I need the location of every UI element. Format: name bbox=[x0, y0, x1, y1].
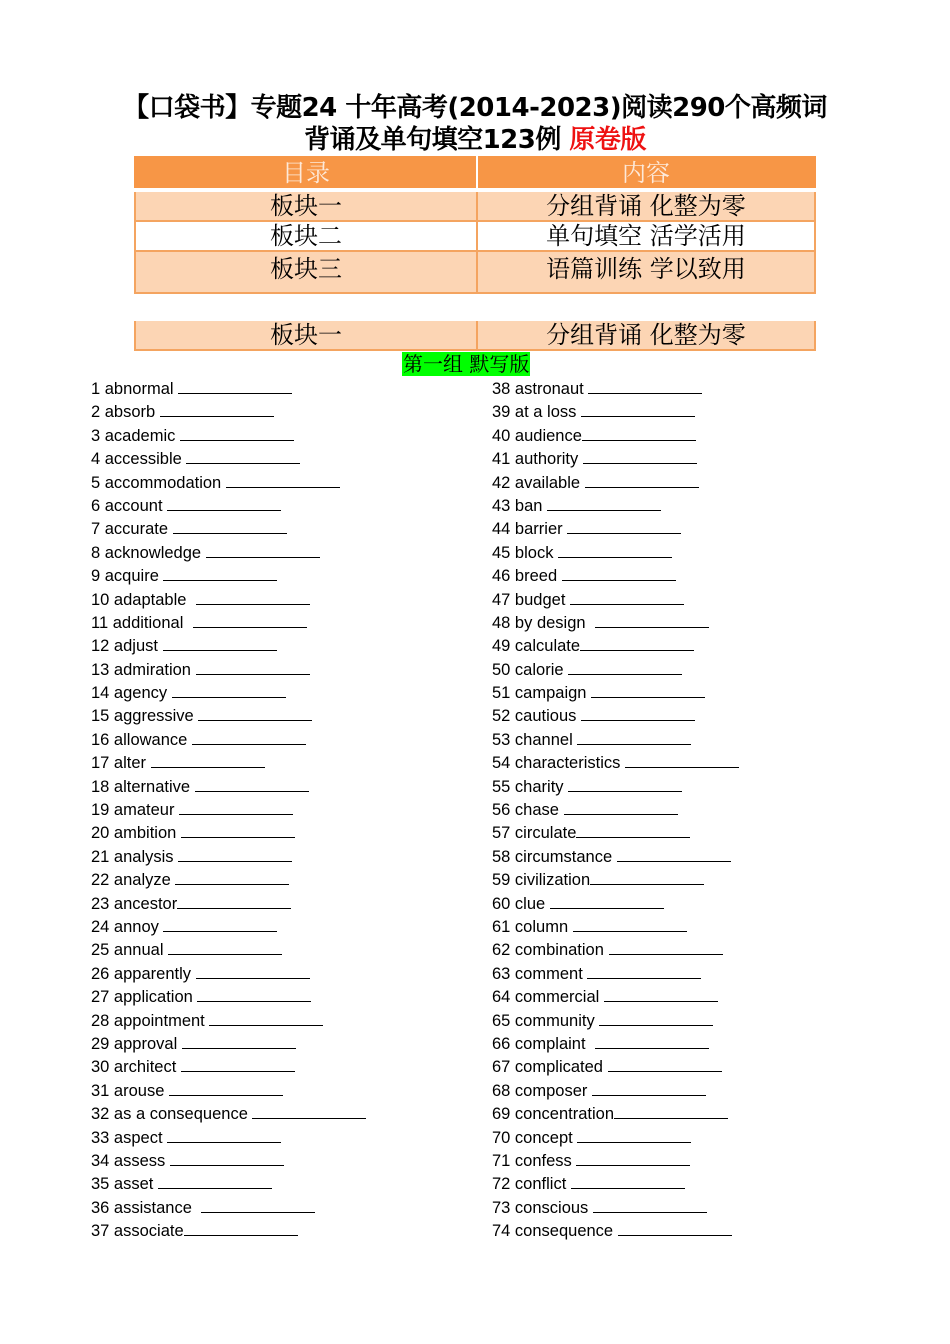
answer-blank[interactable] bbox=[609, 940, 723, 955]
vocab-word: 71 confess bbox=[492, 1151, 577, 1170]
vocab-word: 35 asset bbox=[91, 1175, 158, 1194]
answer-blank[interactable] bbox=[160, 402, 274, 417]
vocab-word: 52 cautious bbox=[492, 707, 581, 726]
vocab-item bbox=[492, 799, 739, 822]
answer-blank[interactable] bbox=[568, 660, 682, 675]
answer-blank[interactable] bbox=[587, 964, 701, 979]
vocab-item bbox=[492, 682, 739, 705]
vocab-item bbox=[492, 425, 739, 448]
vocab-word: 50 calorie bbox=[492, 660, 569, 679]
vocab-word: 37 associate bbox=[91, 1222, 184, 1241]
answer-blank[interactable] bbox=[196, 660, 310, 675]
vocab-word: 43 ban bbox=[492, 496, 548, 515]
vocab-item bbox=[91, 589, 366, 612]
vocab-item bbox=[91, 869, 366, 892]
vocab-item bbox=[492, 659, 739, 682]
vocab-word: 36 assistance bbox=[91, 1198, 202, 1217]
section-banner-content: 分组背诵 化整为零 bbox=[477, 320, 815, 351]
vocab-word: 73 conscious bbox=[492, 1198, 593, 1217]
vocab-word: 13 admiration bbox=[91, 660, 196, 679]
vocab-word: 59 civilization bbox=[492, 871, 591, 890]
vocab-word: 72 conflict bbox=[492, 1175, 571, 1194]
vocab-word: 64 commercial bbox=[492, 988, 604, 1007]
vocab-word: 55 charity bbox=[492, 777, 569, 796]
vocab-item bbox=[91, 752, 366, 775]
vocab-word: 32 as a consequence bbox=[91, 1105, 253, 1124]
answer-blank[interactable] bbox=[547, 496, 661, 511]
vocab-word: 31 arouse bbox=[91, 1081, 169, 1100]
answer-blank[interactable] bbox=[206, 543, 320, 558]
answer-blank[interactable] bbox=[170, 1151, 284, 1166]
answer-blank[interactable] bbox=[181, 1057, 295, 1072]
vocab-item bbox=[91, 1127, 366, 1150]
answer-blank[interactable] bbox=[576, 823, 690, 838]
vocab-item bbox=[91, 986, 366, 1009]
vocab-item bbox=[91, 916, 366, 939]
vocab-item bbox=[492, 869, 739, 892]
vocab-word: 5 accommodation bbox=[91, 473, 226, 492]
answer-blank[interactable] bbox=[593, 1198, 707, 1213]
vocab-item bbox=[492, 729, 739, 752]
group-label: 第一组 默写版 bbox=[403, 352, 530, 376]
vocab-item bbox=[91, 425, 366, 448]
answer-blank[interactable] bbox=[604, 987, 718, 1002]
vocab-item bbox=[492, 565, 739, 588]
vocab-word: 58 circumstance bbox=[492, 847, 617, 866]
answer-blank[interactable] bbox=[585, 473, 699, 488]
vocab-item bbox=[91, 401, 366, 424]
vocab-item bbox=[91, 448, 366, 471]
answer-blank[interactable] bbox=[201, 1198, 315, 1213]
vocab-word: 74 consequence bbox=[492, 1222, 618, 1241]
vocab-item bbox=[91, 729, 366, 752]
vocab-item bbox=[91, 1173, 366, 1196]
vocab-word: 63 comment bbox=[492, 964, 588, 983]
vocab-word: 12 adjust bbox=[91, 637, 163, 656]
toc-content: 分组背诵 化整为零 bbox=[477, 190, 815, 221]
answer-blank[interactable] bbox=[252, 1104, 366, 1119]
vocab-item bbox=[91, 1033, 366, 1056]
answer-blank[interactable] bbox=[186, 449, 300, 464]
answer-blank[interactable] bbox=[617, 847, 731, 862]
vocab-word: 68 composer bbox=[492, 1081, 592, 1100]
answer-blank[interactable] bbox=[198, 706, 312, 721]
vocab-item bbox=[492, 752, 739, 775]
vocab-item bbox=[91, 518, 366, 541]
vocab-word: 6 account bbox=[91, 496, 168, 515]
answer-blank[interactable] bbox=[599, 1011, 713, 1026]
vocab-word: 14 agency bbox=[91, 684, 172, 703]
vocab-item bbox=[492, 378, 739, 401]
vocab-word: 47 budget bbox=[492, 590, 570, 609]
vocab-item bbox=[91, 1010, 366, 1033]
answer-blank[interactable] bbox=[197, 987, 311, 1002]
answer-blank[interactable] bbox=[595, 613, 709, 628]
vocab-item bbox=[91, 378, 366, 401]
answer-blank[interactable] bbox=[580, 636, 694, 651]
vocab-word: 18 alternative bbox=[91, 777, 195, 796]
answer-blank[interactable] bbox=[583, 449, 697, 464]
section-banner-title: 板块一 bbox=[135, 320, 477, 351]
toc-section: 板块二 bbox=[135, 221, 477, 251]
answer-blank[interactable] bbox=[576, 1151, 690, 1166]
vocab-word: 2 absorb bbox=[91, 403, 160, 422]
vocab-word: 23 ancestor bbox=[91, 894, 178, 913]
answer-blank[interactable] bbox=[167, 496, 281, 511]
word-list-left bbox=[91, 378, 366, 1243]
answer-blank[interactable] bbox=[608, 1057, 722, 1072]
vocab-word: 57 circulate bbox=[492, 824, 577, 843]
answer-blank[interactable] bbox=[209, 1011, 323, 1026]
answer-blank[interactable] bbox=[581, 706, 695, 721]
vocab-item bbox=[492, 705, 739, 728]
answer-blank[interactable] bbox=[226, 473, 340, 488]
toc-section: 板块三 bbox=[135, 251, 477, 293]
vocab-word: 65 community bbox=[492, 1011, 600, 1030]
vocab-word: 7 accurate bbox=[91, 520, 173, 539]
document-title-line1: 【口袋书】专题24 十年高考(2014-2023)阅读290个高频词 bbox=[123, 93, 827, 123]
answer-blank[interactable] bbox=[179, 800, 293, 815]
vocab-item bbox=[492, 589, 739, 612]
answer-blank[interactable] bbox=[184, 1221, 298, 1236]
vocab-word: 27 application bbox=[91, 988, 198, 1007]
vocab-item bbox=[91, 893, 366, 916]
vocab-word: 24 annoy bbox=[91, 917, 164, 936]
answer-blank[interactable] bbox=[562, 566, 676, 581]
answer-blank[interactable] bbox=[592, 1081, 706, 1096]
vocab-word: 46 breed bbox=[492, 567, 562, 586]
answer-blank[interactable] bbox=[591, 683, 705, 698]
vocab-word: 48 by design bbox=[492, 613, 595, 632]
vocab-item bbox=[492, 846, 739, 869]
vocab-item bbox=[492, 1080, 739, 1103]
title-subtitle: 背诵及单句填空123例 bbox=[304, 125, 570, 155]
vocab-item bbox=[492, 939, 739, 962]
vocab-word: 38 astronaut bbox=[492, 380, 589, 398]
vocab-item bbox=[91, 963, 366, 986]
vocab-item bbox=[91, 705, 366, 728]
vocab-item bbox=[492, 1033, 739, 1056]
toc-section: 板块一 bbox=[135, 190, 477, 221]
vocab-item bbox=[91, 542, 366, 565]
answer-blank[interactable] bbox=[558, 543, 672, 558]
toc-content: 单句填空 活学活用 bbox=[477, 221, 815, 251]
answer-blank[interactable] bbox=[564, 800, 678, 815]
answer-blank[interactable] bbox=[550, 894, 664, 909]
vocab-item bbox=[492, 1150, 739, 1173]
answer-blank[interactable] bbox=[582, 426, 696, 441]
answer-blank[interactable] bbox=[581, 402, 695, 417]
vocab-word: 49 calculate bbox=[492, 637, 581, 656]
vocab-word: 41 authority bbox=[492, 450, 583, 469]
document-title-line2 bbox=[0, 124, 950, 156]
answer-blank[interactable] bbox=[595, 1034, 709, 1049]
vocab-word: 30 architect bbox=[91, 1058, 181, 1077]
vocab-item bbox=[91, 1197, 366, 1220]
vocab-item bbox=[492, 542, 739, 565]
vocab-item bbox=[492, 963, 739, 986]
answer-blank[interactable] bbox=[172, 683, 286, 698]
vocab-item bbox=[492, 1010, 739, 1033]
answer-blank[interactable] bbox=[195, 777, 309, 792]
vocab-item bbox=[91, 1150, 366, 1173]
answer-blank[interactable] bbox=[158, 1174, 272, 1189]
vocab-word: 9 acquire bbox=[91, 567, 164, 586]
answer-blank[interactable] bbox=[590, 870, 704, 885]
answer-blank[interactable] bbox=[178, 379, 292, 394]
answer-blank[interactable] bbox=[614, 1104, 728, 1119]
vocab-item bbox=[91, 939, 366, 962]
vocab-word: 19 amateur bbox=[91, 801, 180, 820]
vocab-item bbox=[492, 893, 739, 916]
vocab-word: 21 analysis bbox=[91, 847, 179, 866]
word-list-right bbox=[492, 378, 739, 1243]
toc-header-row bbox=[135, 157, 815, 190]
answer-blank[interactable] bbox=[570, 590, 684, 605]
vocab-word: 15 aggressive bbox=[91, 707, 199, 726]
vocab-item bbox=[91, 659, 366, 682]
answer-blank[interactable] bbox=[577, 1128, 691, 1143]
table-of-contents bbox=[134, 156, 816, 294]
answer-blank[interactable] bbox=[618, 1221, 732, 1236]
vocab-word: 22 analyze bbox=[91, 871, 176, 890]
vocab-item bbox=[492, 495, 739, 518]
vocab-word: 16 allowance bbox=[91, 730, 192, 749]
vocab-word: 53 channel bbox=[492, 730, 578, 749]
vocab-item bbox=[492, 916, 739, 939]
toc-header-content: 内容 bbox=[477, 157, 815, 190]
answer-blank[interactable] bbox=[625, 753, 739, 768]
answer-blank[interactable] bbox=[568, 777, 682, 792]
answer-blank[interactable] bbox=[163, 566, 277, 581]
vocab-word: 67 complicated bbox=[492, 1058, 608, 1077]
vocab-item bbox=[492, 401, 739, 424]
title-version-tag: 原卷版 bbox=[569, 125, 646, 155]
answer-blank[interactable] bbox=[182, 1034, 296, 1049]
answer-blank[interactable] bbox=[169, 1081, 283, 1096]
vocab-item bbox=[492, 472, 739, 495]
vocab-word: 11 additional bbox=[91, 613, 193, 632]
vocab-word: 34 assess bbox=[91, 1151, 170, 1170]
toc-row bbox=[135, 190, 815, 221]
answer-blank[interactable] bbox=[167, 1128, 281, 1143]
vocab-item bbox=[91, 1103, 366, 1126]
vocab-item bbox=[492, 1056, 739, 1079]
vocab-word: 20 ambition bbox=[91, 824, 181, 843]
vocab-word: 69 concentration bbox=[492, 1105, 615, 1124]
vocab-word: 8 acknowledge bbox=[91, 543, 206, 562]
answer-blank[interactable] bbox=[567, 519, 681, 534]
vocab-item bbox=[492, 1220, 739, 1243]
vocab-item bbox=[91, 846, 366, 869]
vocab-word: 4 accessible bbox=[91, 450, 187, 469]
vocab-word: 44 barrier bbox=[492, 520, 568, 539]
answer-blank[interactable] bbox=[571, 1174, 685, 1189]
answer-blank[interactable] bbox=[196, 964, 310, 979]
vocab-item bbox=[91, 822, 366, 845]
vocab-word: 39 at a loss bbox=[492, 403, 581, 422]
vocab-item bbox=[91, 635, 366, 658]
vocab-item bbox=[91, 1220, 366, 1243]
toc-content: 语篇训练 学以致用 bbox=[477, 251, 815, 293]
toc-header-catalog: 目录 bbox=[135, 157, 477, 190]
vocab-item bbox=[492, 635, 739, 658]
vocab-word: 3 academic bbox=[91, 426, 180, 445]
vocab-word: 56 chase bbox=[492, 801, 564, 820]
section-banner bbox=[134, 318, 816, 351]
answer-blank[interactable] bbox=[180, 426, 294, 441]
answer-blank[interactable] bbox=[588, 379, 702, 394]
vocab-item bbox=[91, 612, 366, 635]
answer-blank[interactable] bbox=[177, 894, 291, 909]
vocab-word: 40 audience bbox=[492, 426, 582, 445]
vocab-item bbox=[492, 1127, 739, 1150]
answer-blank[interactable] bbox=[168, 940, 282, 955]
answer-blank[interactable] bbox=[181, 823, 295, 838]
answer-blank[interactable] bbox=[192, 730, 306, 745]
vocab-word: 26 apparently bbox=[91, 964, 196, 983]
toc-row bbox=[135, 221, 815, 251]
vocab-word: 70 concept bbox=[492, 1128, 578, 1147]
vocab-word: 28 appointment bbox=[91, 1011, 210, 1030]
vocab-item bbox=[492, 1173, 739, 1196]
vocab-item bbox=[492, 1197, 739, 1220]
toc-row bbox=[135, 251, 815, 293]
vocab-word: 17 alter bbox=[91, 754, 151, 773]
vocab-word: 25 annual bbox=[91, 941, 169, 960]
answer-blank[interactable] bbox=[175, 870, 289, 885]
vocab-item bbox=[492, 822, 739, 845]
vocab-item bbox=[91, 472, 366, 495]
answer-blank[interactable] bbox=[196, 590, 310, 605]
vocab-item bbox=[91, 682, 366, 705]
vocab-item bbox=[492, 612, 739, 635]
vocab-item bbox=[91, 799, 366, 822]
answer-blank[interactable] bbox=[193, 613, 307, 628]
answer-blank[interactable] bbox=[163, 917, 277, 932]
vocab-item bbox=[492, 448, 739, 471]
vocab-word: 42 available bbox=[492, 473, 585, 492]
vocab-item bbox=[91, 776, 366, 799]
vocab-word: 62 combination bbox=[492, 941, 609, 960]
vocab-item bbox=[91, 1080, 366, 1103]
vocab-word: 45 block bbox=[492, 543, 559, 562]
vocab-word: 10 adaptable bbox=[91, 590, 196, 609]
vocab-word: 66 complaint bbox=[492, 1034, 595, 1053]
answer-blank[interactable] bbox=[573, 917, 687, 932]
vocab-word: 60 clue bbox=[492, 894, 550, 913]
answer-blank[interactable] bbox=[163, 636, 277, 651]
vocab-item bbox=[91, 495, 366, 518]
vocab-word: 51 campaign bbox=[492, 684, 592, 703]
vocab-item bbox=[492, 518, 739, 541]
vocab-item bbox=[492, 986, 739, 1009]
vocab-word: 54 characteristics bbox=[492, 754, 625, 773]
vocab-word: 33 aspect bbox=[91, 1128, 168, 1147]
vocab-word: 1 abnormal bbox=[91, 380, 179, 398]
vocab-word: 29 approval bbox=[91, 1034, 182, 1053]
answer-blank[interactable] bbox=[151, 753, 265, 768]
answer-blank[interactable] bbox=[577, 730, 691, 745]
vocab-word: 61 column bbox=[492, 917, 573, 936]
answer-blank[interactable] bbox=[173, 519, 287, 534]
vocab-item bbox=[91, 1056, 366, 1079]
answer-blank[interactable] bbox=[178, 847, 292, 862]
vocab-item bbox=[91, 565, 366, 588]
vocab-item bbox=[492, 776, 739, 799]
vocab-item bbox=[492, 1103, 739, 1126]
